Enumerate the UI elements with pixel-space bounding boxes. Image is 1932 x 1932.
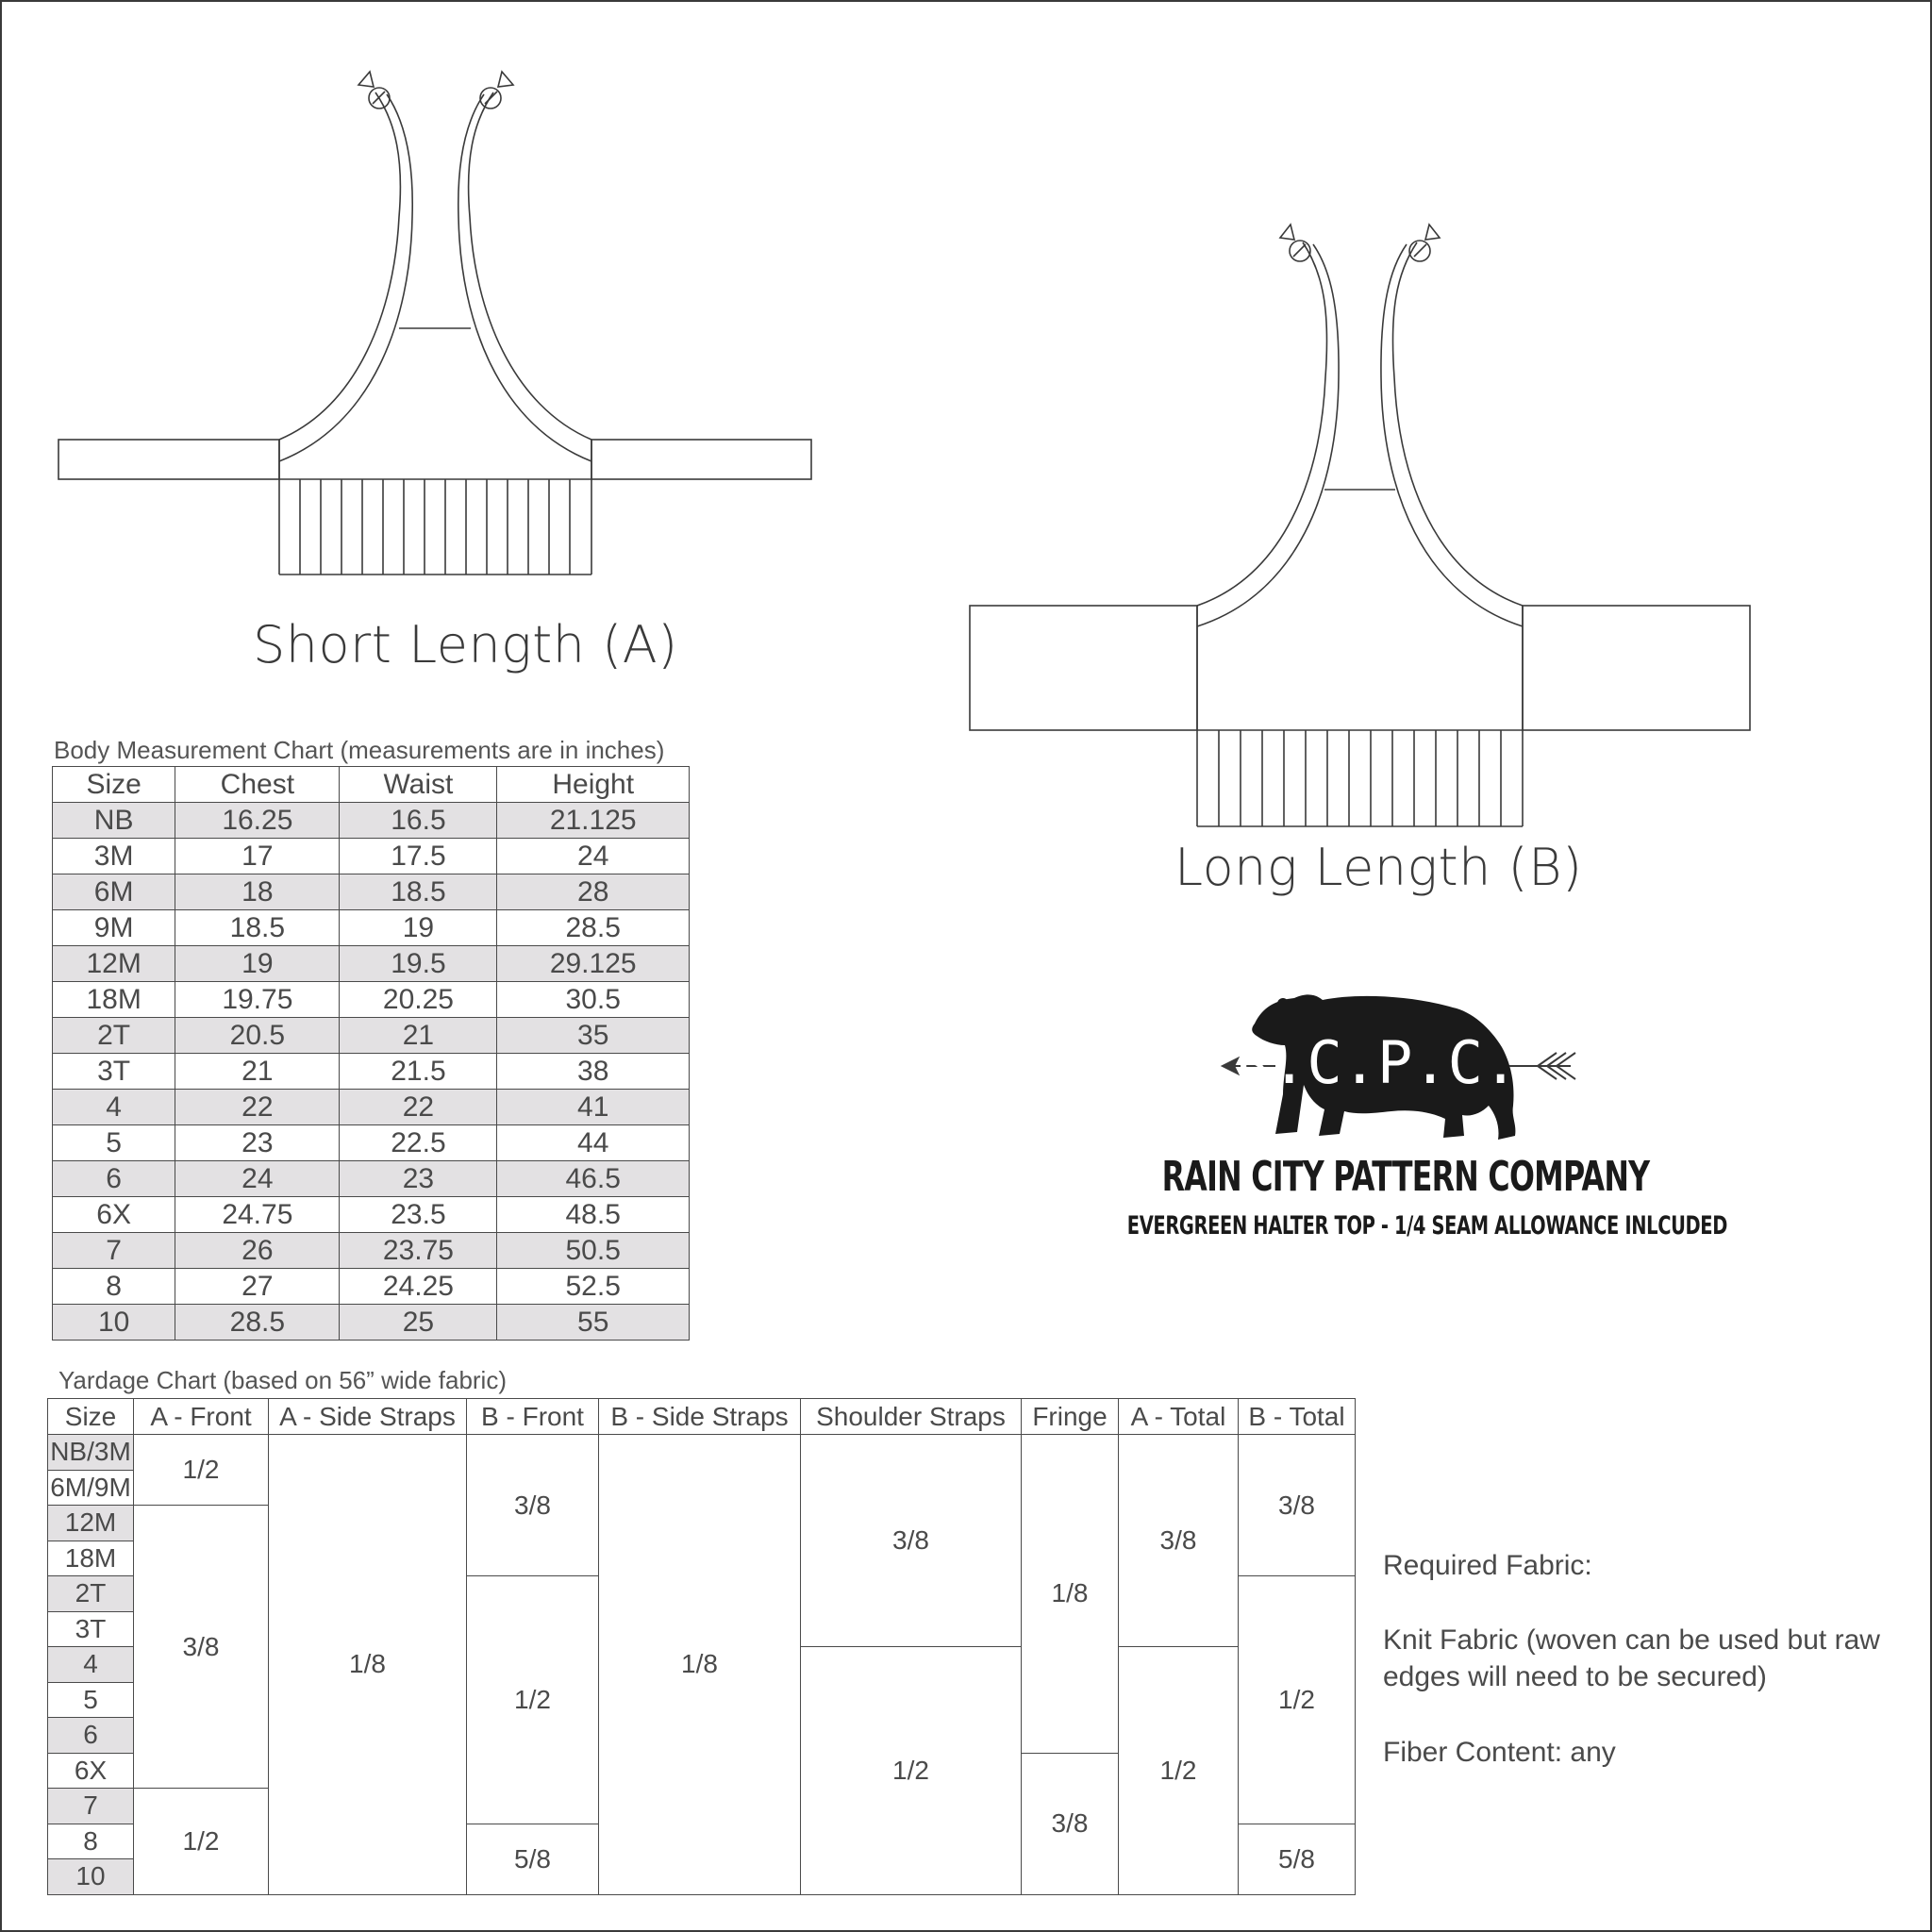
body-chart-cell: 35	[497, 1018, 690, 1054]
body-chart-cell: 20.5	[175, 1018, 340, 1054]
body-chart-cell: 8	[53, 1269, 175, 1305]
long-right-strap-outer	[1392, 242, 1523, 606]
body-chart-header: Waist	[340, 767, 497, 803]
yardage-fringe-cell: 1/8	[1022, 1435, 1119, 1754]
body-chart-cell: 28.5	[175, 1305, 340, 1341]
short-length-caption: Short Length (A)	[253, 615, 678, 675]
table-row	[53, 1305, 690, 1341]
body-chart-cell: 17	[175, 839, 340, 874]
body-chart-cell: 24.25	[340, 1269, 497, 1305]
yardage-shoulder-straps-cell: 1/2	[801, 1647, 1022, 1895]
brand-subtitle: EVERGREEN HALTER TOP - 1/4 SEAM ALLOWANCE INLCUDED	[1126, 1211, 1728, 1241]
table-row	[53, 1090, 690, 1125]
yardage-size-cell: 12M	[48, 1506, 134, 1541]
body-chart-cell: 52.5	[497, 1269, 690, 1305]
yardage-chart-header: A - Side Straps	[269, 1399, 467, 1435]
long-right-side-strap	[1523, 606, 1750, 730]
yardage-size-cell: 6M/9M	[48, 1470, 134, 1506]
body-chart-cell: 12M	[53, 946, 175, 982]
yardage-size-cell: 4	[48, 1647, 134, 1683]
yardage-size-cell: NB/3M	[48, 1435, 134, 1471]
table-row	[53, 803, 690, 839]
yardage-chart-title: Yardage Chart (based on 56” wide fabric)	[58, 1366, 507, 1394]
yardage-chart-header: B - Front	[467, 1399, 599, 1435]
body-chart-cell: 41	[497, 1090, 690, 1125]
yardage-size-cell: 3T	[48, 1611, 134, 1647]
body-chart-cell: 3T	[53, 1054, 175, 1090]
body-chart-cell: 30.5	[497, 982, 690, 1018]
fabric-type-text: Knit Fabric (woven can be used but raw edges will need to be secured)	[1383, 1624, 1880, 1692]
body-chart-cell: 7	[53, 1233, 175, 1269]
yardage-chart-header: A - Total	[1119, 1399, 1239, 1435]
body-chart-cell: 20.25	[340, 982, 497, 1018]
yardage-size-cell: 7	[48, 1789, 134, 1824]
body-chart-header: Height	[497, 767, 690, 803]
short-left-side-strap	[58, 440, 279, 479]
short-right-side-strap	[591, 440, 811, 479]
fiber-content-text: Fiber Content: any	[1383, 1737, 1616, 1768]
body-measurement-table	[52, 766, 690, 1341]
brand-name: RAIN CITY PATTERN COMPANY	[1161, 1153, 1650, 1201]
body-chart-cell: 24	[175, 1161, 340, 1197]
body-chart-cell: 19	[340, 910, 497, 946]
yardage-chart-header: Fringe	[1022, 1399, 1119, 1435]
body-chart-cell: 18.5	[175, 910, 340, 946]
yardage-shoulder-straps-cell: 3/8	[801, 1435, 1022, 1647]
body-chart-cell: 23	[175, 1125, 340, 1161]
body-chart-cell: 24	[497, 839, 690, 874]
short-length-diagram	[58, 72, 811, 575]
yardage-size-cell: 6	[48, 1718, 134, 1754]
yardage-chart-header: B - Side Straps	[599, 1399, 801, 1435]
short-fringe	[300, 479, 570, 575]
bear-logo-icon	[1223, 994, 1575, 1140]
short-left-strap-outer	[279, 92, 400, 440]
body-chart-cell: 19.5	[340, 946, 497, 982]
body-chart-cell: 16.25	[175, 803, 340, 839]
yardage-fringe-cell: 3/8	[1022, 1753, 1119, 1894]
long-right-strap-inner	[1381, 244, 1523, 626]
body-chart-cell: 50.5	[497, 1233, 690, 1269]
body-chart-cell: 22	[175, 1090, 340, 1125]
body-chart-cell: 16.5	[340, 803, 497, 839]
table-row	[53, 1197, 690, 1233]
body-chart-cell: 18	[175, 874, 340, 910]
body-chart-cell: 18.5	[340, 874, 497, 910]
body-chart-cell: 44	[497, 1125, 690, 1161]
yardage-b-front-cell: 5/8	[467, 1824, 599, 1894]
yardage-chart-header: Size	[48, 1399, 134, 1435]
table-row	[53, 982, 690, 1018]
body-chart-cell: 23	[340, 1161, 497, 1197]
body-chart-cell: 6	[53, 1161, 175, 1197]
body-chart-header: Size	[53, 767, 175, 803]
body-chart-cell: 25	[340, 1305, 497, 1341]
yardage-size-cell: 18M	[48, 1541, 134, 1576]
body-chart-cell: 21	[175, 1054, 340, 1090]
yardage-a-front-cell: 1/2	[134, 1435, 269, 1506]
long-left-side-strap	[970, 606, 1197, 730]
long-length-diagram	[970, 225, 1750, 826]
body-chart-cell: 18M	[53, 982, 175, 1018]
body-chart-cell: 19.75	[175, 982, 340, 1018]
table-row	[53, 1233, 690, 1269]
table-row	[53, 946, 690, 982]
body-chart-cell: 46.5	[497, 1161, 690, 1197]
yardage-size-cell: 6X	[48, 1753, 134, 1789]
body-chart-cell: 21	[340, 1018, 497, 1054]
body-chart-cell: 28	[497, 874, 690, 910]
yardage-b-side-straps-cell: 1/8	[599, 1435, 801, 1895]
yardage-size-cell: 5	[48, 1682, 134, 1718]
table-row	[53, 910, 690, 946]
yardage-b-total-cell: 3/8	[1239, 1435, 1356, 1576]
body-chart-cell: 6X	[53, 1197, 175, 1233]
yardage-a-total-cell: 3/8	[1119, 1435, 1239, 1647]
body-chart-cell: 38	[497, 1054, 690, 1090]
table-row	[53, 1125, 690, 1161]
short-left-strap-inner	[279, 94, 412, 461]
body-chart-cell: 4	[53, 1090, 175, 1125]
body-chart-cell: 29.125	[497, 946, 690, 982]
body-chart-cell: 48.5	[497, 1197, 690, 1233]
body-chart-header: Chest	[175, 767, 340, 803]
body-chart-cell: 21.125	[497, 803, 690, 839]
body-chart-cell: 5	[53, 1125, 175, 1161]
body-chart-cell: 21.5	[340, 1054, 497, 1090]
body-chart-cell: 28.5	[497, 910, 690, 946]
logo-initials: R.C.P.C.	[1236, 1028, 1519, 1097]
table-row	[53, 874, 690, 910]
body-chart-cell: 9M	[53, 910, 175, 946]
body-chart-cell: 27	[175, 1269, 340, 1305]
body-chart-cell: 22	[340, 1090, 497, 1125]
body-chart-cell: 10	[53, 1305, 175, 1341]
yardage-a-side-straps-cell: 1/8	[269, 1435, 467, 1895]
yardage-table	[47, 1398, 1356, 1895]
yardage-a-front-cell: 1/2	[134, 1789, 269, 1895]
yardage-chart-header: B - Total	[1239, 1399, 1356, 1435]
table-row	[53, 1269, 690, 1305]
required-fabric-heading: Required Fabric:	[1383, 1550, 1592, 1581]
yardage-b-front-cell: 1/2	[467, 1576, 599, 1824]
yardage-size-cell: 2T	[48, 1576, 134, 1612]
body-chart-cell: 24.75	[175, 1197, 340, 1233]
body-chart-cell: 23.5	[340, 1197, 497, 1233]
yardage-b-front-cell: 3/8	[467, 1435, 599, 1576]
body-chart-cell: 55	[497, 1305, 690, 1341]
body-chart-cell: NB	[53, 803, 175, 839]
yardage-b-total-cell: 1/2	[1239, 1576, 1356, 1824]
short-right-strap-outer	[469, 92, 591, 440]
long-length-caption: Long Length (B)	[1174, 838, 1583, 897]
yardage-size-cell: 8	[48, 1824, 134, 1859]
body-chart-cell: 3M	[53, 839, 175, 874]
yardage-chart-header: Shoulder Straps	[801, 1399, 1022, 1435]
yardage-a-total-cell: 1/2	[1119, 1647, 1239, 1895]
body-chart-title: Body Measurement Chart (measurements are in inches)	[54, 736, 665, 764]
long-fringe	[1219, 730, 1501, 826]
body-chart-cell: 2T	[53, 1018, 175, 1054]
body-chart-cell: 17.5	[340, 839, 497, 874]
table-row	[53, 1018, 690, 1054]
table-row	[53, 1161, 690, 1197]
table-row	[53, 839, 690, 874]
long-left-strap-inner	[1197, 244, 1339, 626]
body-chart-cell: 22.5	[340, 1125, 497, 1161]
yardage-size-cell: 10	[48, 1859, 134, 1895]
body-chart-cell: 19	[175, 946, 340, 982]
body-chart-cell: 26	[175, 1233, 340, 1269]
body-chart-cell: 6M	[53, 874, 175, 910]
table-row	[48, 1435, 1356, 1471]
long-left-strap-outer	[1197, 242, 1327, 606]
yardage-chart-header: A - Front	[134, 1399, 269, 1435]
table-row	[53, 1054, 690, 1090]
yardage-b-total-cell: 5/8	[1239, 1824, 1356, 1894]
yardage-a-front-cell: 3/8	[134, 1506, 269, 1789]
body-chart-cell: 23.75	[340, 1233, 497, 1269]
